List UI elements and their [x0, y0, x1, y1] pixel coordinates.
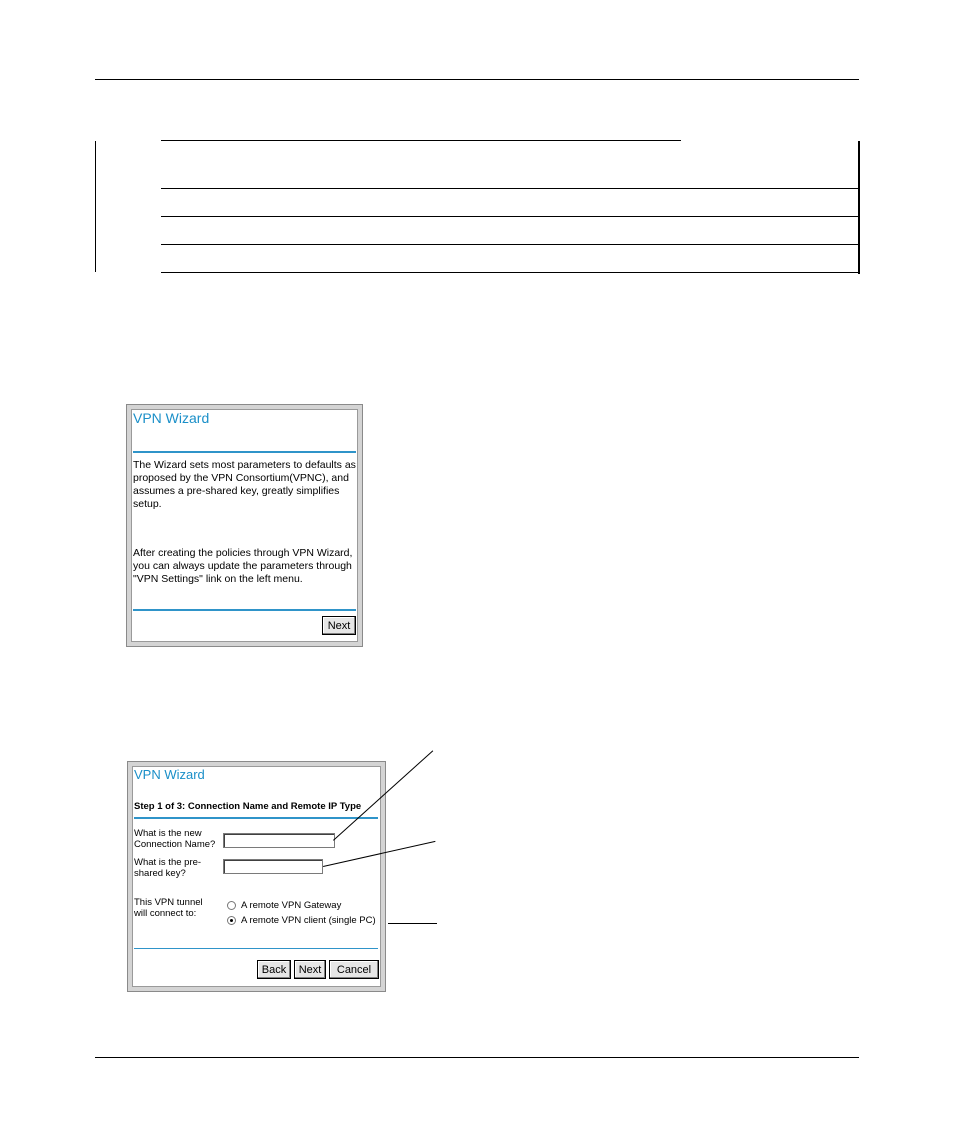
pre-shared-key-input[interactable]: [223, 859, 323, 874]
step-divider: [134, 817, 378, 819]
cancel-button[interactable]: Cancel: [329, 960, 379, 979]
vpn-wizard-step1-panel: [127, 761, 386, 992]
footer-divider: [133, 609, 356, 611]
footer-divider: [134, 948, 378, 949]
table-row-rule: [161, 216, 859, 217]
header-rule: [95, 79, 859, 80]
title-divider: [133, 451, 356, 453]
table-bottom-rule: [161, 272, 859, 273]
step-heading: Step 1 of 3: Connection Name and Remote IP Type: [134, 801, 362, 812]
table-row-rule: [161, 244, 859, 245]
change-bar: [95, 141, 96, 272]
panel-title: VPN Wizard: [134, 767, 205, 782]
update-paragraph: After creating the policies through VPN Wizard, you can always update the parameters through "VPN Settings" link on the left menu.: [133, 547, 353, 585]
connection-name-input[interactable]: [223, 833, 335, 848]
table-row-rule: [161, 188, 859, 189]
panel-title: VPN Wizard: [133, 410, 210, 426]
remote-gateway-label: A remote VPN Gateway: [241, 900, 342, 911]
remote-gateway-radio[interactable]: [227, 901, 236, 910]
table-top-rule: [161, 140, 681, 141]
connection-name-label: What is the new Connection Name?: [134, 828, 216, 850]
remote-client-radio[interactable]: [227, 916, 236, 925]
next-button[interactable]: Next: [322, 616, 356, 635]
pre-shared-key-label: What is the pre-shared key?: [134, 857, 202, 879]
next-button[interactable]: Next: [294, 960, 326, 979]
back-button[interactable]: Back: [257, 960, 291, 979]
callout-line-remote-client: [388, 923, 437, 924]
footer-rule: [95, 1057, 859, 1058]
table-right-border: [858, 141, 860, 274]
remote-client-label: A remote VPN client (single PC): [241, 915, 376, 926]
vpn-wizard-intro-panel: [126, 404, 363, 647]
intro-paragraph: The Wizard sets most parameters to defaults as proposed by the VPN Consortium(VPNC), and assumes a pre-shared key, greatly simplifies setup.: [133, 459, 356, 510]
tunnel-label: This VPN tunnel will connect to:: [134, 897, 203, 919]
